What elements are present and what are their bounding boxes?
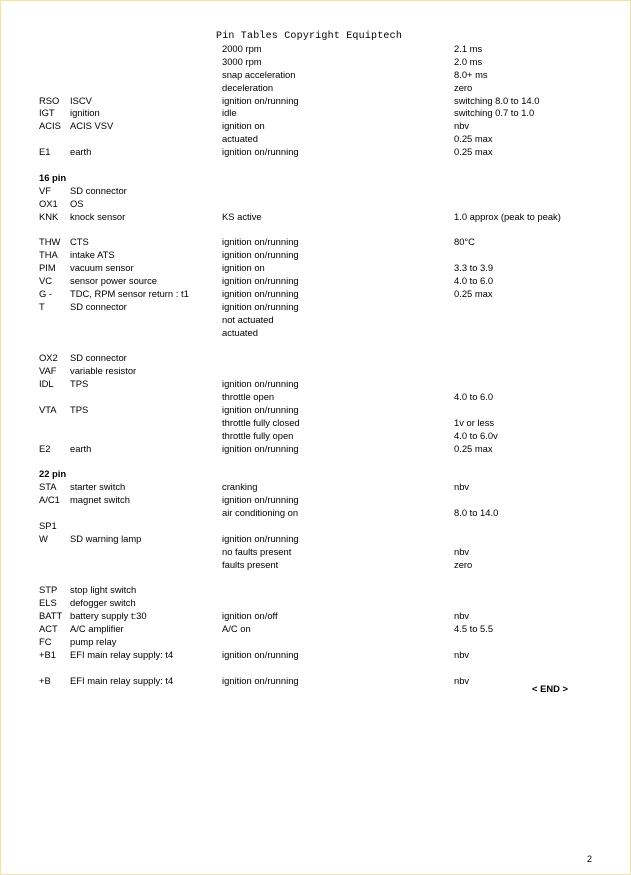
table-row: [1, 146, 630, 159]
name-cell: SD connector: [70, 300, 127, 312]
pin-cell: PIM: [39, 262, 56, 274]
spec-cell: 1.0 approx (peak to peak): [454, 210, 561, 222]
condition-cell: ignition on/running: [222, 674, 299, 686]
pin-cell: RSO: [39, 94, 60, 106]
spec-cell: 4.0 to 6.0: [454, 391, 494, 403]
spec-cell: 4.5 to 5.5: [454, 623, 494, 635]
name-cell: TDC, RPM sensor return : t1: [70, 287, 189, 299]
condition-cell: ignition on/running: [222, 378, 299, 390]
section-heading: [1, 172, 630, 185]
name-cell: magnet switch: [70, 494, 130, 506]
pin-cell: IGT: [39, 107, 55, 119]
name-cell: ACIS VSV: [70, 120, 114, 132]
spec-cell: 3.3 to 3.9: [454, 262, 494, 274]
pin-cell: BATT: [39, 610, 63, 622]
spec-cell: 0.25 max: [454, 133, 493, 145]
row-spacer: [1, 572, 630, 585]
condition-cell: ignition on/running: [222, 236, 299, 248]
name-cell: sensor power source: [70, 275, 158, 287]
name-cell: OS: [70, 197, 84, 209]
name-cell: vacuum sensor: [70, 262, 134, 274]
name-cell: earth: [70, 442, 92, 454]
spec-cell: zero: [454, 558, 473, 570]
table-row: [1, 430, 630, 443]
condition-cell: ignition on/off: [222, 610, 278, 622]
spec-cell: 8.0 to 14.0: [454, 507, 499, 519]
section-title: 22 pin: [39, 468, 67, 480]
name-cell: variable resistor: [70, 365, 137, 377]
pin-cell: ACIS: [39, 120, 61, 132]
spec-cell: 2.0 ms: [454, 55, 483, 67]
table-row: [1, 520, 630, 533]
pin-cell: +B1: [39, 648, 56, 660]
end-marker: < END >: [532, 683, 568, 694]
name-cell: EFI main relay supply: t4: [70, 648, 174, 660]
table-row: [1, 198, 630, 211]
pin-cell: STA: [39, 481, 57, 493]
spec-cell: nbv: [454, 610, 470, 622]
spec-cell: nbv: [454, 648, 470, 660]
table-row: [1, 417, 630, 430]
name-cell: A/C amplifier: [70, 623, 124, 635]
condition-cell: ignition on/running: [222, 648, 299, 660]
condition-cell: throttle open: [222, 391, 275, 403]
condition-cell: snap acceleration: [222, 68, 296, 80]
name-cell: EFI main relay supply: t4: [70, 674, 174, 686]
condition-cell: no faults present: [222, 545, 292, 557]
condition-cell: ignition on/running: [222, 300, 299, 312]
name-cell: TPS: [70, 403, 89, 415]
spec-cell: 4.0 to 6.0v: [454, 429, 498, 441]
table-row: [1, 352, 630, 365]
table-row: [1, 391, 630, 404]
spec-cell: nbv: [454, 120, 470, 132]
table-row: [1, 82, 630, 95]
table-row: [1, 69, 630, 82]
condition-cell: 2000 rpm: [222, 43, 262, 54]
name-cell: stop light switch: [70, 584, 137, 596]
pin-cell: ACT: [39, 623, 58, 635]
condition-cell: actuated: [222, 326, 258, 338]
condition-cell: air conditioning on: [222, 507, 299, 519]
pin-cell: FC: [39, 635, 52, 647]
name-cell: ignition: [70, 107, 100, 119]
row-spacer: [1, 159, 630, 172]
table-row: [1, 236, 630, 249]
table-row: [1, 559, 630, 572]
pin-cell: SP1: [39, 519, 57, 531]
pin-table: [1, 43, 630, 688]
table-row: [1, 43, 630, 56]
pin-cell: VC: [39, 275, 53, 287]
table-row: [1, 546, 630, 559]
table-row: [1, 404, 630, 417]
condition-cell: ignition on: [222, 262, 265, 274]
pin-cell: G -: [39, 287, 53, 299]
table-row: [1, 275, 630, 288]
spec-cell: 1v or less: [454, 416, 495, 428]
table-row: [1, 288, 630, 301]
row-spacer: [1, 223, 630, 236]
table-row: [1, 597, 630, 610]
condition-cell: cranking: [222, 481, 258, 493]
pin-cell: +B: [39, 674, 51, 686]
pin-cell: E2: [39, 442, 51, 454]
pin-cell: VF: [39, 184, 51, 196]
table-row: [1, 443, 630, 456]
pin-cell: VTA: [39, 403, 57, 415]
condition-cell: ignition on/running: [222, 532, 299, 544]
condition-cell: ignition on/running: [222, 287, 299, 299]
name-cell: SD connector: [70, 352, 127, 364]
pin-cell: ELS: [39, 597, 57, 609]
spec-cell: 8.0+ ms: [454, 68, 488, 80]
table-row: [1, 610, 630, 623]
page-number: 2: [587, 854, 593, 864]
table-row: [1, 327, 630, 340]
condition-cell: ignition on/running: [222, 442, 299, 454]
table-row: [1, 133, 630, 146]
pin-cell: OX1: [39, 197, 58, 209]
table-row: [1, 636, 630, 649]
spec-cell: nbv: [454, 481, 470, 493]
section-heading: [1, 468, 630, 481]
pin-cell: KNK: [39, 210, 59, 222]
condition-cell: ignition on: [222, 120, 265, 132]
spec-cell: 2.1 ms: [454, 43, 483, 54]
condition-cell: ignition on/running: [222, 403, 299, 415]
table-row: [1, 584, 630, 597]
condition-cell: ignition on/running: [222, 494, 299, 506]
pin-cell: E1: [39, 146, 51, 158]
table-row: [1, 378, 630, 391]
table-row: [1, 262, 630, 275]
spec-cell: zero: [454, 81, 473, 93]
table-row: [1, 533, 630, 546]
table-row: [1, 95, 630, 108]
name-cell: SD connector: [70, 184, 127, 196]
name-cell: SD warning lamp: [70, 532, 142, 544]
row-spacer: [1, 339, 630, 352]
spec-cell: 4.0 to 6.0: [454, 275, 494, 287]
table-row: [1, 481, 630, 494]
name-cell: intake ATS: [70, 249, 115, 261]
spec-cell: switching 8.0 to 14.0: [454, 94, 540, 106]
spec-cell: nbv: [454, 674, 470, 686]
condition-cell: idle: [222, 107, 237, 119]
pin-cell: THA: [39, 249, 58, 261]
name-cell: earth: [70, 146, 92, 158]
condition-cell: not actuated: [222, 313, 274, 325]
pin-cell: OX2: [39, 352, 58, 364]
spec-cell: nbv: [454, 545, 470, 557]
table-row: [1, 365, 630, 378]
pin-cell: W: [39, 532, 48, 544]
table-row: [1, 314, 630, 327]
spec-cell: 0.25 max: [454, 442, 493, 454]
table-row: [1, 301, 630, 314]
table-row: [1, 623, 630, 636]
pin-cell: IDL: [39, 378, 54, 390]
condition-cell: actuated: [222, 133, 258, 145]
pin-cell: T: [39, 300, 45, 312]
name-cell: ISCV: [70, 94, 92, 106]
name-cell: knock sensor: [70, 210, 126, 222]
condition-cell: ignition on/running: [222, 275, 299, 287]
condition-cell: deceleration: [222, 81, 274, 93]
pin-cell: VAF: [39, 365, 57, 377]
condition-cell: ignition on/running: [222, 146, 299, 158]
condition-cell: 3000 rpm: [222, 55, 262, 67]
table-row: [1, 56, 630, 69]
spec-cell: 0.25 max: [454, 287, 493, 299]
condition-cell: ignition on/running: [222, 249, 299, 261]
section-title: 16 pin: [39, 171, 67, 183]
condition-cell: faults present: [222, 558, 279, 570]
table-row: [1, 649, 630, 662]
condition-cell: KS active: [222, 210, 262, 222]
condition-cell: A/C on: [222, 623, 251, 635]
table-row: [1, 507, 630, 520]
condition-cell: throttle fully closed: [222, 416, 300, 428]
pin-cell: A/C1: [39, 494, 60, 506]
name-cell: pump relay: [70, 635, 117, 647]
table-row: [1, 249, 630, 262]
row-spacer: [1, 662, 630, 675]
spec-cell: switching 0.7 to 1.0: [454, 107, 535, 119]
spec-cell: 0.25 max: [454, 146, 493, 158]
name-cell: defogger switch: [70, 597, 136, 609]
pin-cell: STP: [39, 584, 58, 596]
page-header-title: Pin Tables Copyright Equiptech: [216, 31, 403, 42]
table-row: [1, 211, 630, 224]
pin-cell: THW: [39, 236, 61, 248]
table-row: [1, 107, 630, 120]
name-cell: battery supply t:30: [70, 610, 147, 622]
table-row: [1, 120, 630, 133]
name-cell: CTS: [70, 236, 89, 248]
table-row: [1, 494, 630, 507]
table-row: [1, 185, 630, 198]
spec-cell: 80°C: [454, 236, 475, 248]
name-cell: TPS: [70, 378, 89, 390]
condition-cell: throttle fully open: [222, 429, 294, 441]
row-spacer: [1, 456, 630, 469]
condition-cell: ignition on/running: [222, 94, 299, 106]
name-cell: starter switch: [70, 481, 126, 493]
